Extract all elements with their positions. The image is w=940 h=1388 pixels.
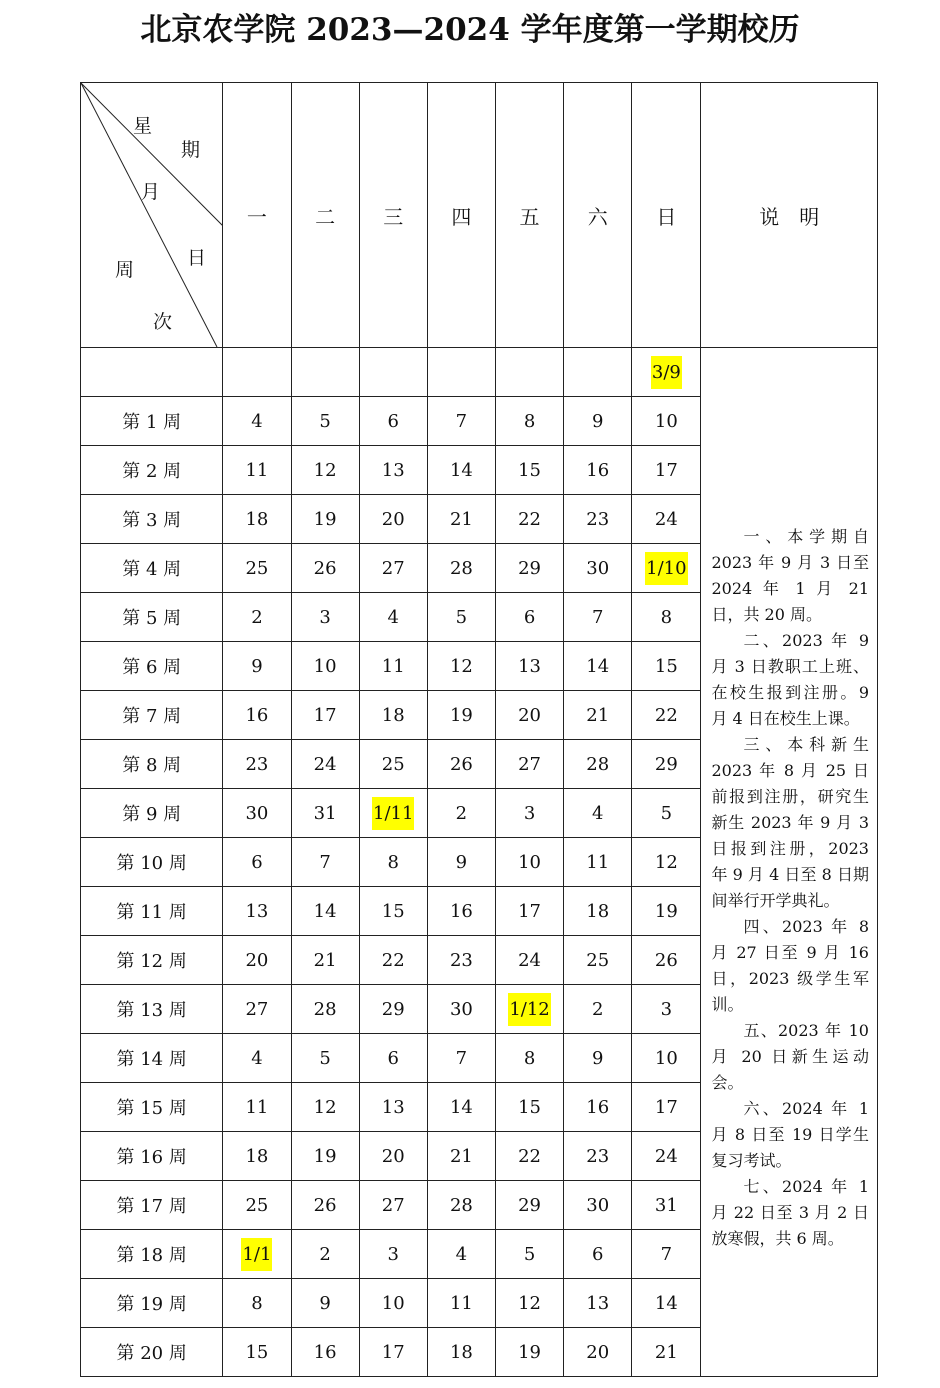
day-header-mon: 一 <box>223 83 291 348</box>
date-cell: 29 <box>495 544 563 593</box>
corner-label-ri: 日 <box>187 247 207 269</box>
date-cell: 8 <box>632 593 701 642</box>
date-cell: 17 <box>632 446 701 495</box>
date-cell: 6 <box>223 838 291 887</box>
date-cell: 9 <box>223 642 291 691</box>
date-cell: 14 <box>564 642 632 691</box>
date-cell: 22 <box>495 1132 563 1181</box>
note-item: 六、2024 年 1 月 8 日至 19 日学生复习考试。 <box>711 1099 869 1170</box>
date-cell: 19 <box>291 495 359 544</box>
date-cell: 20 <box>223 936 291 985</box>
date-cell: 10 <box>632 1034 701 1083</box>
date-cell: 9 <box>291 1279 359 1328</box>
note-item: 五、2023 年 10 月 20 日新生运动会。 <box>711 1021 869 1092</box>
date-cell: 15 <box>359 887 427 936</box>
corner-label-zhou: 周 <box>115 259 135 281</box>
date-cell: 12 <box>632 838 701 887</box>
date-cell: 8 <box>359 838 427 887</box>
day-header-wed: 三 <box>359 83 427 348</box>
week-label: 第 13 周 <box>81 985 223 1034</box>
page-title: 北京农学院 2023—2024 学年度第一学期校历 <box>140 12 800 48</box>
date-cell: 11 <box>359 642 427 691</box>
day-header-thu: 四 <box>427 83 495 348</box>
date-cell: 17 <box>291 691 359 740</box>
date-cell: 5 <box>291 397 359 446</box>
date-cell: 8 <box>223 1279 291 1328</box>
date-cell: 13 <box>359 1083 427 1132</box>
corner-label-yue: 月 <box>141 181 161 203</box>
date-cell: 25 <box>223 1181 291 1230</box>
date-cell: 21 <box>632 1328 701 1377</box>
note-item: 四、2023 年 8 月 27 日至 9 月 16 日，2023 级学生军训。 <box>711 917 869 1014</box>
date-cell <box>495 985 563 1034</box>
date-cell: 5 <box>291 1034 359 1083</box>
date-cell: 23 <box>564 495 632 544</box>
month-start-highlight: 1/1 <box>241 1238 272 1271</box>
date-cell: 23 <box>427 936 495 985</box>
date-cell: 29 <box>495 1181 563 1230</box>
notes-list <box>701 472 877 1252</box>
date-cell: 10 <box>291 642 359 691</box>
date-cell: 29 <box>632 740 701 789</box>
week-label: 第 17 周 <box>81 1181 223 1230</box>
week-label: 第 7 周 <box>81 691 223 740</box>
date-cell: 2 <box>291 1230 359 1279</box>
week-label: 第 6 周 <box>81 642 223 691</box>
date-cell: 13 <box>564 1279 632 1328</box>
date-cell: 4 <box>223 1034 291 1083</box>
date-cell: 19 <box>427 691 495 740</box>
date-cell: 2 <box>223 593 291 642</box>
date-cell: 3 <box>495 789 563 838</box>
date-cell: 10 <box>359 1279 427 1328</box>
corner-header <box>81 83 223 348</box>
date-cell: 30 <box>564 1181 632 1230</box>
day-header-sun: 日 <box>632 83 701 348</box>
date-cell: 7 <box>291 838 359 887</box>
date-cell: 8 <box>495 1034 563 1083</box>
date-cell: 2 <box>564 985 632 1034</box>
date-cell: 28 <box>291 985 359 1034</box>
notes-cell <box>701 348 878 1377</box>
corner-label-ci: 次 <box>153 311 173 333</box>
header-row <box>81 83 878 348</box>
date-cell: 15 <box>632 642 701 691</box>
date-cell: 13 <box>495 642 563 691</box>
date-cell: 18 <box>223 1132 291 1181</box>
date-cell: 22 <box>495 495 563 544</box>
date-cell: 5 <box>495 1230 563 1279</box>
date-cell: 20 <box>359 495 427 544</box>
notes-header: 说 明 <box>701 83 878 348</box>
date-cell: 15 <box>223 1328 291 1377</box>
date-cell <box>223 1230 291 1279</box>
week-label: 第 5 周 <box>81 593 223 642</box>
date-cell: 25 <box>359 740 427 789</box>
date-cell: 21 <box>427 1132 495 1181</box>
week-label: 第 12 周 <box>81 936 223 985</box>
date-cell: 17 <box>632 1083 701 1132</box>
week-label: 第 4 周 <box>81 544 223 593</box>
date-cell: 31 <box>291 789 359 838</box>
date-cell: 4 <box>223 397 291 446</box>
note-item: 二、2023 年 9 月 3 日教职工上班、在校生报到注册。9 月 4 日在校生上课。 <box>711 631 869 728</box>
date-cell: 11 <box>564 838 632 887</box>
date-cell <box>564 348 632 397</box>
date-cell: 6 <box>359 397 427 446</box>
date-cell: 11 <box>223 1083 291 1132</box>
week-label: 第 19 周 <box>81 1279 223 1328</box>
date-cell: 4 <box>564 789 632 838</box>
day-header-fri: 五 <box>495 83 563 348</box>
date-cell: 24 <box>495 936 563 985</box>
date-cell: 4 <box>359 593 427 642</box>
date-cell: 24 <box>291 740 359 789</box>
month-start-highlight: 1/11 <box>372 797 414 830</box>
date-cell: 31 <box>632 1181 701 1230</box>
date-cell: 11 <box>223 446 291 495</box>
date-cell: 2 <box>427 789 495 838</box>
week-label: 第 20 周 <box>81 1328 223 1377</box>
date-cell: 5 <box>427 593 495 642</box>
date-cell <box>427 348 495 397</box>
date-cell <box>632 544 701 593</box>
date-cell: 7 <box>564 593 632 642</box>
date-cell: 3 <box>359 1230 427 1279</box>
date-cell: 20 <box>564 1328 632 1377</box>
date-cell: 12 <box>495 1279 563 1328</box>
note-item: 七、2024 年 1 月 22 日至 3 月 2 日放寒假，共 6 周。 <box>711 1177 869 1248</box>
date-cell: 18 <box>359 691 427 740</box>
date-cell <box>495 348 563 397</box>
date-cell <box>359 348 427 397</box>
date-cell: 7 <box>632 1230 701 1279</box>
week-label: 第 1 周 <box>81 397 223 446</box>
week-label: 第 10 周 <box>81 838 223 887</box>
date-cell: 3 <box>632 985 701 1034</box>
date-cell: 6 <box>359 1034 427 1083</box>
date-cell: 28 <box>427 1181 495 1230</box>
date-cell: 21 <box>564 691 632 740</box>
date-cell: 16 <box>291 1328 359 1377</box>
date-cell: 12 <box>291 446 359 495</box>
note-item: 三、本科新生 2023 年 8 月 25 日前报到注册，研究生新生 2023 年 9 月 3 日报到注册，2023 年 9 月 4 日至 8 日期间举行开学典礼。 <box>711 735 869 910</box>
date-cell: 19 <box>495 1328 563 1377</box>
date-cell: 17 <box>495 887 563 936</box>
week-label: 第 2 周 <box>81 446 223 495</box>
date-cell: 11 <box>427 1279 495 1328</box>
week-label: 第 8 周 <box>81 740 223 789</box>
month-start-highlight: 3/9 <box>651 356 682 389</box>
month-start-highlight: 1/12 <box>508 993 550 1026</box>
date-cell: 16 <box>564 1083 632 1132</box>
date-cell: 17 <box>359 1328 427 1377</box>
date-cell: 26 <box>291 544 359 593</box>
date-cell: 26 <box>632 936 701 985</box>
week-label: 第 14 周 <box>81 1034 223 1083</box>
date-cell: 24 <box>632 1132 701 1181</box>
date-cell: 9 <box>427 838 495 887</box>
date-cell: 6 <box>495 593 563 642</box>
date-cell: 3 <box>291 593 359 642</box>
week-label: 第 3 周 <box>81 495 223 544</box>
date-cell: 28 <box>564 740 632 789</box>
date-cell: 27 <box>359 1181 427 1230</box>
date-cell: 10 <box>632 397 701 446</box>
date-cell: 18 <box>223 495 291 544</box>
date-cell: 21 <box>427 495 495 544</box>
date-cell <box>223 348 291 397</box>
day-header-tue: 二 <box>291 83 359 348</box>
week-label: 第 15 周 <box>81 1083 223 1132</box>
date-cell: 20 <box>495 691 563 740</box>
date-cell: 5 <box>632 789 701 838</box>
date-cell: 18 <box>427 1328 495 1377</box>
date-cell: 19 <box>632 887 701 936</box>
date-cell <box>632 348 701 397</box>
date-cell: 9 <box>564 397 632 446</box>
date-cell: 10 <box>495 838 563 887</box>
date-cell: 23 <box>223 740 291 789</box>
note-item: 一、本学期自 2023 年 9 月 3 日至 2024 年 1 月 21 日，共 20 周。 <box>711 527 869 624</box>
date-cell: 26 <box>427 740 495 789</box>
day-header-sat: 六 <box>564 83 632 348</box>
date-cell: 25 <box>223 544 291 593</box>
corner-label-qi: 期 <box>181 139 201 161</box>
date-cell: 9 <box>564 1034 632 1083</box>
date-cell: 14 <box>291 887 359 936</box>
week-label: 第 9 周 <box>81 789 223 838</box>
date-cell: 27 <box>495 740 563 789</box>
date-cell: 4 <box>427 1230 495 1279</box>
date-cell: 12 <box>427 642 495 691</box>
week-row <box>81 348 878 397</box>
date-cell: 26 <box>291 1181 359 1230</box>
week-label: 第 18 周 <box>81 1230 223 1279</box>
date-cell: 7 <box>427 397 495 446</box>
date-cell: 8 <box>495 397 563 446</box>
date-cell: 18 <box>564 887 632 936</box>
date-cell: 23 <box>564 1132 632 1181</box>
week-label: 第 16 周 <box>81 1132 223 1181</box>
date-cell: 21 <box>291 936 359 985</box>
date-cell: 15 <box>495 1083 563 1132</box>
week-label <box>81 348 223 397</box>
date-cell <box>359 789 427 838</box>
date-cell: 22 <box>359 936 427 985</box>
date-cell: 15 <box>495 446 563 495</box>
date-cell: 16 <box>223 691 291 740</box>
date-cell: 29 <box>359 985 427 1034</box>
date-cell: 13 <box>359 446 427 495</box>
date-cell: 22 <box>632 691 701 740</box>
date-cell: 14 <box>427 446 495 495</box>
date-cell: 27 <box>359 544 427 593</box>
date-cell: 16 <box>427 887 495 936</box>
date-cell: 13 <box>223 887 291 936</box>
date-cell: 7 <box>427 1034 495 1083</box>
month-start-highlight: 1/10 <box>645 552 687 585</box>
date-cell: 28 <box>427 544 495 593</box>
corner-label-xing: 星 <box>133 115 153 137</box>
date-cell: 6 <box>564 1230 632 1279</box>
date-cell: 16 <box>564 446 632 495</box>
date-cell: 14 <box>427 1083 495 1132</box>
date-cell: 14 <box>632 1279 701 1328</box>
date-cell: 30 <box>564 544 632 593</box>
date-cell: 30 <box>427 985 495 1034</box>
date-cell: 12 <box>291 1083 359 1132</box>
calendar-table <box>80 82 878 1377</box>
date-cell: 30 <box>223 789 291 838</box>
date-cell: 20 <box>359 1132 427 1181</box>
week-label: 第 11 周 <box>81 887 223 936</box>
date-cell <box>291 348 359 397</box>
date-cell: 27 <box>223 985 291 1034</box>
date-cell: 24 <box>632 495 701 544</box>
date-cell: 19 <box>291 1132 359 1181</box>
date-cell: 25 <box>564 936 632 985</box>
